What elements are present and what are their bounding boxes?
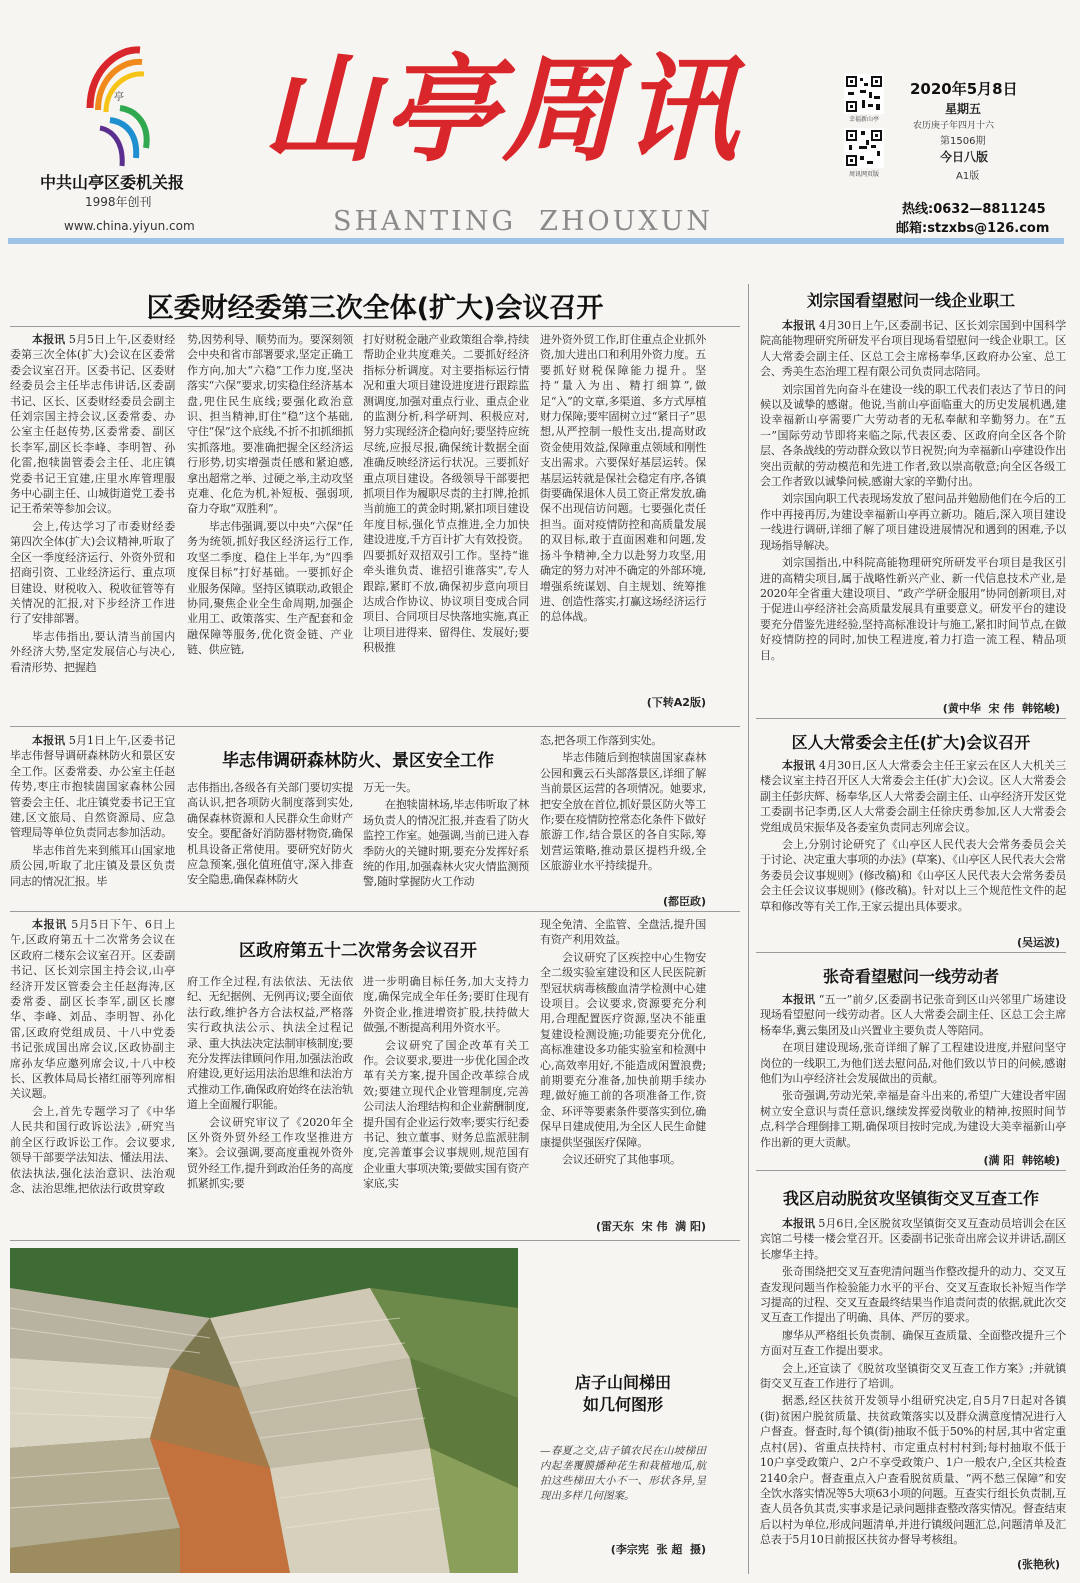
divider	[10, 726, 740, 727]
column-divider	[748, 284, 749, 1574]
qr-code-icon[interactable]	[844, 128, 884, 168]
headline-r4: 我区启动脱贫攻坚镇街交叉互查工作	[782, 1189, 1039, 1208]
body-text: 5月5日下午、6日上午,区政府第五十二次常务会议在区政府二楼东会议室召开。区委副书记、区长刘宗国主持会议,山亭经济开发区管委会主任赵海涛,区委常委、副区长李军,副区长廖华、李峰、刘品、李明智、孙化雷,区政府党组成员、十八中党委书记张成国出席会议,区政协副主席孙友华应邀列席会议,十八中校长、区教体局局长褚红丽等列席相关议题。	[10, 918, 175, 1101]
photo-caption: —春夏之交,店子镇农民在山坡梯田内起垄覆膜播种花生和栽植地瓜,航拍这些梯田大小不一、形状各异,呈现出多样几何图案。	[540, 1445, 706, 1502]
byline: (满 阳 韩铭峻)	[983, 1154, 1060, 1167]
hotline: 热线:0632—8811245	[902, 202, 1046, 217]
qr2-label: 周讯网页版	[848, 171, 879, 178]
body-text: 打好财税金融产业政策组合拳,持续帮助企业共度难关。二要抓好经济指标分析调度。对主要指标运行情况和重大项目建设进度进行跟踪监测调度,加强对重点行业、重点企业的监测分析,科学研判、积极应对,努力实现经济企稳向好;要坚持应统尽统,应报尽报,确保统计数据全面准确反映经济运行状况。三要抓好重点项目建设。各级领导干部要把抓项目作为履职尽责的主打牌,抢抓当前施工的黄金时期,紧扣项目建设年度目标,强化节点推进,全力加快建设进度,千方百计扩大有效投资。四要抓好双招双引工作。坚持“谁牵头谁负责、谁招引谁落实”,专人跟踪,紧盯不放,确保初步意向项目达成合作协议、协议项目变成合同项目、合同项目尽快落地实施,真正让项目进得来、留得住、发展好;要积极推	[363, 333, 529, 655]
newspaper-logo-icon	[80, 38, 160, 168]
body-text: 4月30日上午,区委副书记、区长刘宗国到中国科学院高能物理研究所研发平台项目现场看望慰问一线企业职工。区人大常委会副主任、区总工会主席杨奉华,区政府办公室、总工会、秀美生态治理工程有限公司负责同志陪同。	[760, 319, 1066, 379]
body-text: 态,把各项工作落到实处。	[540, 734, 663, 747]
divider	[756, 718, 1066, 719]
issue-number: 第1506期	[940, 136, 986, 147]
body-text: 刘宗国向职工代表现场发放了慰问品并勉励他们在今后的工作中再接再厉,为建设幸福新山亭再立新功。随后,深入项目建设一线进行调研,详细了解了项目建设进展情况和遇到的困难,予以现场指导解决。	[760, 492, 1066, 552]
byline: (雷天东 宋 伟 满 阳)	[595, 1220, 706, 1233]
masthead-org: 中共山亭区委机关报	[40, 173, 185, 192]
a2-column-1	[10, 733, 175, 909]
body-text: 张奇强调,劳动光荣,幸福是奋斗出来的,希望广大建设者牢固树立安全意识与责任意识,继续发挥爱岗敬业的精神,按照时间节点,科学合理倒排工期,确保项目按时完成,为建设大美幸福新山亭作出新的更大贡献。	[760, 1089, 1066, 1149]
lead-label: 本报讯	[782, 319, 816, 332]
headline-r3: 张奇看望慰问一线劳动者	[822, 967, 999, 986]
headline-r1: 刘宗国看望慰问一线企业职工	[806, 291, 1015, 310]
caption-title-line: 店子山间梯田	[574, 1373, 671, 1392]
body-text: 刘宗国指出,中科院高能物理研究所研发平台项目是我区引进的高精尖项目,属于战略性新兴产业、新一代信息技术产业,是2020年全省重大建设项目、“政产学研金服用”协同创新项目,对于促进山亭经济社会高质量发展具有重要意义。研发平台的建设要充分借鉴先进经验,坚持高标准设计与施工,紧扣时间节点,在做好疫情防控的同时,加快工程进度,着力打造一流工程、精品项目。	[760, 556, 1066, 662]
a1-column-3	[363, 332, 529, 724]
svg-text:亭: 亭	[114, 92, 124, 103]
qr-code-icon[interactable]	[844, 74, 884, 114]
photo-credit: (李宗宪 张 超 摄)	[610, 1543, 706, 1556]
divider	[10, 911, 740, 912]
lead-label: 本报讯	[782, 993, 816, 1006]
body-text: “五一”前夕,区委副书记张奇到区山兴邻里广场建设现场看望慰问一线劳动者。区人大常委会副主任、区总工会主席杨奉华,冀云集团及山兴置业主要负责人等陪同。	[760, 993, 1066, 1037]
body-text: 在项目建设现场,张奇详细了解了工程建设进度,并慰问坚守岗位的一线职工,为他们送去慰问品,对他们致以节日的问候,感谢他们为山亭经济社会发展做出的贡献。	[760, 1041, 1066, 1086]
issue-lunar: 农历庚子年四月十六	[913, 121, 995, 131]
lead-label: 本报讯	[32, 734, 66, 747]
body-text: 势,因势利导、顺势而为。要深刻领会中央和省市部署要求,坚定正确工作方向,加大“六稳”工作力度,坚决落实“六保”要求,切实稳住经济基本盘,兜住民生底线;要强化政治意识、担当精神,盯住“稳”这个基础,守住“保”这个底线,不折不扣抓细抓实抓落地。要准确把握全区经济运行形势,切实增强责任感和紧迫感,拿出超常之举、过硬之举,主动攻坚克难、化危为机,补短板、强弱项,奋力夺取“双胜利”。	[187, 333, 353, 516]
body-text: 进外资外贸工作,盯住重点企业抓外资,加大进出口和利用外资力度。五要抓好财税保障能力提升。坚持“量入为出、精打细算”,做足“入”的文章,多渠道、多方式厚植财力保障;要牢固树立过“紧日子”思想,从严控制一般性支出,提高财政资金使用效益,保障重点领域和刚性支出需求。六要保好基层运转。保基层运转就是保社会稳定有序,各镇街要确保退休人员工资正常发放,确保不出现信访问题。七要强化责任担当。面对疫情防控和高质量发展的双目标,敢于直面困难和问题,发扬斗争精神,全力以赴努力攻坚,用确定的努力对冲不确定的外部环境,增强系统谋划、自主规划、统筹推进、创造性落实,打赢这场经济运行的总体战。	[540, 333, 706, 624]
headline-lead: 区委财经委第三次全体(扩大)会议召开	[146, 293, 604, 324]
body-text: 现全免清、全监管、全盘活,提升国有资产利用效益。	[540, 918, 706, 947]
body-text: 4月30日,区人大常委会主任王家云在区人大机关三楼会议室主持召开区人大常委会主任(扩大)会议。区人大常委会副主任彭庆辉、杨奉华,区人大常委会副主任、山亭经济开发区党工委副书记李勇,区人大常委会副主任徐庆勇参加,区人大常委会党组成员宋振华及各委室负责同志列席会议。	[760, 759, 1066, 834]
body-text: 据悉,经区扶贫开发领导小组研究决定,自5月7日起对各镇(街)贫困户脱贫质量、扶贫政策落实以及群众满意度情况进行入户督查。督查时,每个镇(街)抽取不低于50%的村居,其中省定重点村(居)、省重点扶持村、市定重点村村村到;每村抽取不低于10户享受政策户、2户不享受政策户、1户一般农户,全区共检查2140余户。督查重点入户查看脱贫质量、“两不愁三保障”和安全饮水落实情况等5大项63小项的问题。互查实行组长负责制,互查人员各负其责,实事求是记录问题排查整改落实情况。督查结束后以村为单位,形成问题清单,并进行镇级问题汇总,问题清单及汇总表于5月10日前报区扶贫办督导考核组。	[760, 1394, 1066, 1547]
body-text: 会议研究审议了《2020年全区外资外贸外经工作攻坚推进方案》。会议强调,要高度重视外资外贸外经工作,提升到政治任务的高度抓紧抓实;要	[187, 1115, 353, 1191]
divider	[756, 1170, 1066, 1171]
r3-body	[760, 992, 1066, 1154]
a3-column-4	[540, 917, 706, 1217]
r1-body	[760, 318, 1066, 700]
masthead-divider	[8, 238, 1064, 244]
body-text: 会上,分别讨论研究了《山亭区人民代表大会常务委员会关于讨论、决定重大事项的办法》(草案)、《山亭区人民代表大会常务委员会议事规则》(修改稿)和《山亭区人民代表大会常务委员会主任会议议事规则》(修改稿)。针对以上三个规范性文件的起草和修改等有关工作,王家云提出具体要求。	[760, 838, 1066, 913]
headline-a2: 毕志伟调研森林防火、景区安全工作	[222, 751, 494, 771]
a3-column-3	[363, 974, 529, 1236]
body-text: 张奇围绕把交叉互查兜清问题当作整改提升的动力、交叉互查发现问题当作检验能力水平的平台、交叉互查取长补短当作学习提高的过程、交叉互查最终结果当作追责问责的依据,就此次交叉互查工作提出了明确、具体、严厉的要求。	[760, 1265, 1066, 1325]
headline-a3: 区政府第五十二次常务会议召开	[239, 941, 477, 961]
body-text: 进一步明确目标任务,加大支持力度,确保完成全年任务;要盯住现有外资企业,推进增资扩股,扶持做大做强,不断提高利用外资水平。	[363, 975, 529, 1035]
masthead-title: 山亭周讯	[262, 42, 742, 178]
lead-label: 本报讯	[782, 1217, 815, 1230]
a1-column-4	[540, 332, 706, 692]
r2-body	[760, 758, 1066, 932]
body-text: 毕志伟指出,要认清当前国内外经济大势,坚定发展信心与决心,看清形势、把握趋	[10, 629, 175, 674]
a3-column-2	[187, 974, 353, 1236]
lead-label: 本报讯	[32, 333, 66, 346]
issue-pages: 今日八版	[940, 150, 989, 164]
caption-title-line: 如几何图形	[582, 1395, 663, 1414]
body-text: 5月5日上午,区委财经委第三次全体(扩大)会议在区委常委会议室召开。区委书记、区委财经委员会主任毕志伟讲话,区委副书记、区长、区委财经委员会副主任刘宗国主持会议,区委常委、办公室主任赵传势,区委常委、副区长李军,副区长李峰、李明智、孙化雷,抱犊崮管委会主任、北庄镇党委书记王宜建,庄里水库管理服务中心副主任、山城街道党工委书记王希荣等参加会议。	[10, 333, 175, 516]
body-text: 志伟指出,各级各有关部门要切实提高认识,把各项防火制度落到实处,确保森林资源和人民群众生命财产安全。要配备好消防器材物资,确保机具设备正常使用。要研究好防火应急预案,强化值班值守,深入排查安全隐患,确保森林防火	[187, 781, 353, 887]
qr1-label: 幸福新山亭	[848, 116, 879, 123]
body-text: 会议研究了区疾控中心生物安全二级实验室建设和区人民医院新型冠状病毒核酸血清学检测中心建设项目。会议要求,资源要充分利用,合理配置医疗资源,坚决不能重复建设检测设施;功能要充分优化,高标准建设多功能实验室和检测中心,高效率用好,不能造成闲置浪费;前期要充分准备,加快前期手续办理,做好施工前的各项准备工作,资金、环评等要素条件要落实到位,确保早日建成使用,为全区人民生命健康提供坚强医疗保障。	[540, 950, 706, 1149]
a2-column-3	[363, 780, 529, 908]
masthead-founded: 1998年创刊	[85, 195, 152, 209]
a3-column-1	[10, 917, 175, 1237]
headline-r2: 区人大常委会主任(扩大)会议召开	[791, 733, 1031, 752]
body-text: 毕志伟随后到抱犊崮国家森林公园和冀云石头部落景区,详细了解当前景区运营的各项情况。她要求,把安全放在首位,抓好景区防火等工作;要在疫情防控常态化条件下做好旅游工作,结合景区的各自实际,筹划营运策略,推动景区提档升级,全区旅游业水平持续提升。	[540, 751, 706, 873]
body-text: 在抱犊崮林场,毕志伟听取了林场负责人的情况汇报,并查看了防火监控工作室。她强调,当前已进入春季防火的关键时期,要充分发挥好系统的作用,加强森林火灾火情监测预警,随时掌握防火工作动	[363, 798, 529, 889]
body-text: 会上,传达学习了市委财经委第四次全体(扩大)会议精神,听取了全区一季度经济运行、外资外贸和招商引资、工业经济运行、重点项目建设、财税收入、税收征管等有关情况的汇报,对下步经济工作进行了安排部署。	[10, 519, 175, 626]
body-text: 5月1日上午,区委书记毕志伟督导调研森林防火和景区安全工作。区委常委、办公室主任赵传势,枣庄市抱犊崮国家森林公园管委会主任、北庄镇党委书记王宜建,区文旅局、自然资源局、应急管理局等单位负责同志参加活动。	[10, 734, 175, 840]
issue-page-no: A1版	[956, 171, 980, 182]
byline: (都臣政)	[662, 895, 706, 908]
issue-date: 2020年5月8日	[910, 80, 1018, 98]
divider	[756, 952, 1066, 953]
a2-column-2	[187, 780, 353, 908]
photo-caption-title	[540, 1372, 706, 1416]
body-text: 刘宗国首先向奋斗在建设一线的职工代表们表达了节日的问候以及诚挚的感谢。他说,当前山亭面临重大的历史发展机遇,建设幸福新山亭需要广大劳动者的无私奉献和辛勤努力。在“五一”国际劳动节即将来临之际,代表区委、区政府向全区各个阶层、各条战线的劳动群众致以节日祝贺;向为幸福新山亭建设作出突出贡献的劳动模范和先进工作者,致以崇高敬意;向全区各级工会工作者致以诚挚问候,感谢大家的辛勤付出。	[760, 382, 1066, 489]
byline: (张艳秋)	[1016, 1558, 1060, 1571]
photo-illustration	[10, 1248, 518, 1573]
r4-body	[760, 1216, 1066, 1552]
body-text: 毕志伟强调,要以中央“六保”任务为统领,抓好我区经济运行工作,攻坚二季度、稳住上半年,为“四季度保目标”打好基础。一要抓好企业服务保障。坚持区镇联动,政银企协同,聚焦企业全生命周期,加强企业用工、政策落实、生产配套和金融保障等服务,优化资金链、产业链、供应链,	[187, 519, 353, 657]
lead-label: 本报讯	[32, 918, 68, 931]
body-text: 会议研究了国企改革有关工作。会议要求,要进一步优化国企改革有关方案,提升国企改革综合成效;要建立现代企业管理制度,完善公司法人治理结构和企业薪酬制度,提升国有企业运行效率;要实行纪委书记、独立董事、财务总监派驻制度,完善董事会议事规则,规范国有企业重大事项决策;要做实国有资产家底,实	[363, 1038, 529, 1191]
continued-note[interactable]: (下转A2版)	[646, 696, 706, 709]
divider	[10, 326, 740, 327]
body-text: 5月6日,全区脱贫攻坚镇街交叉互查动员培训会在区宾馆二号楼一楼会堂召开。区委副书记张奇出席会议并讲话,副区长廖华主持。	[760, 1217, 1066, 1261]
byline: (吴运波)	[1016, 936, 1060, 949]
body-text: 会议还研究了其他事项。	[562, 1153, 681, 1167]
divider	[10, 1240, 740, 1241]
body-text: 会上,还宣读了《脱贫攻坚镇街交叉互查工作方案》;并就镇街交叉互查工作进行了培训。	[760, 1361, 1066, 1391]
body-text: 毕志伟首先来到熊耳山国家地质公园,听取了北庄镇及景区负责同志的情况汇报。毕	[10, 843, 175, 888]
masthead-pinyin: SHANTING ZHOUXUN	[333, 206, 713, 237]
body-text: 万无一失。	[363, 781, 417, 794]
masthead-website[interactable]: www.china.yiyun.com	[64, 219, 195, 233]
a1-column-1	[10, 332, 175, 724]
body-text: 廖华从严格组长负责制、确保互查质量、全面整改提升三个方面对互查工作提出要求。	[760, 1328, 1066, 1358]
terraced-fields-photo[interactable]	[10, 1248, 518, 1573]
body-text: 会上,首先专题学习了《中华人民共和国行政诉讼法》,研究当前全区行政诉讼工作。会议要求,领导干部要学法知法、懂法用法、依法执法,强化法治意识、法治观念、法治思维,把依法行政贯穿政	[10, 1104, 175, 1195]
body-text: 府工作全过程,有法依法、无法依纪、无纪据例、无例再议;要全面依法行政,维护各方合法权益,严格落实行政执法公示、执法全过程记录、重大执法决定法制审核制度;要充分发挥法律顾问作用,加强法治政府建设,更好运用法治思维和法治方式推动工作,确保政府始终在法治轨道上全面履行职能。	[187, 975, 353, 1112]
issue-weekday: 星期五	[945, 102, 982, 116]
a1-column-2	[187, 332, 353, 724]
lead-label: 本报讯	[782, 759, 816, 772]
masthead	[0, 0, 1080, 248]
email[interactable]: 邮箱:stzxbs@126.com	[896, 221, 1050, 236]
a2-column-4	[540, 733, 706, 893]
byline: (黄中华 宋 伟 韩铭峻)	[942, 702, 1060, 715]
